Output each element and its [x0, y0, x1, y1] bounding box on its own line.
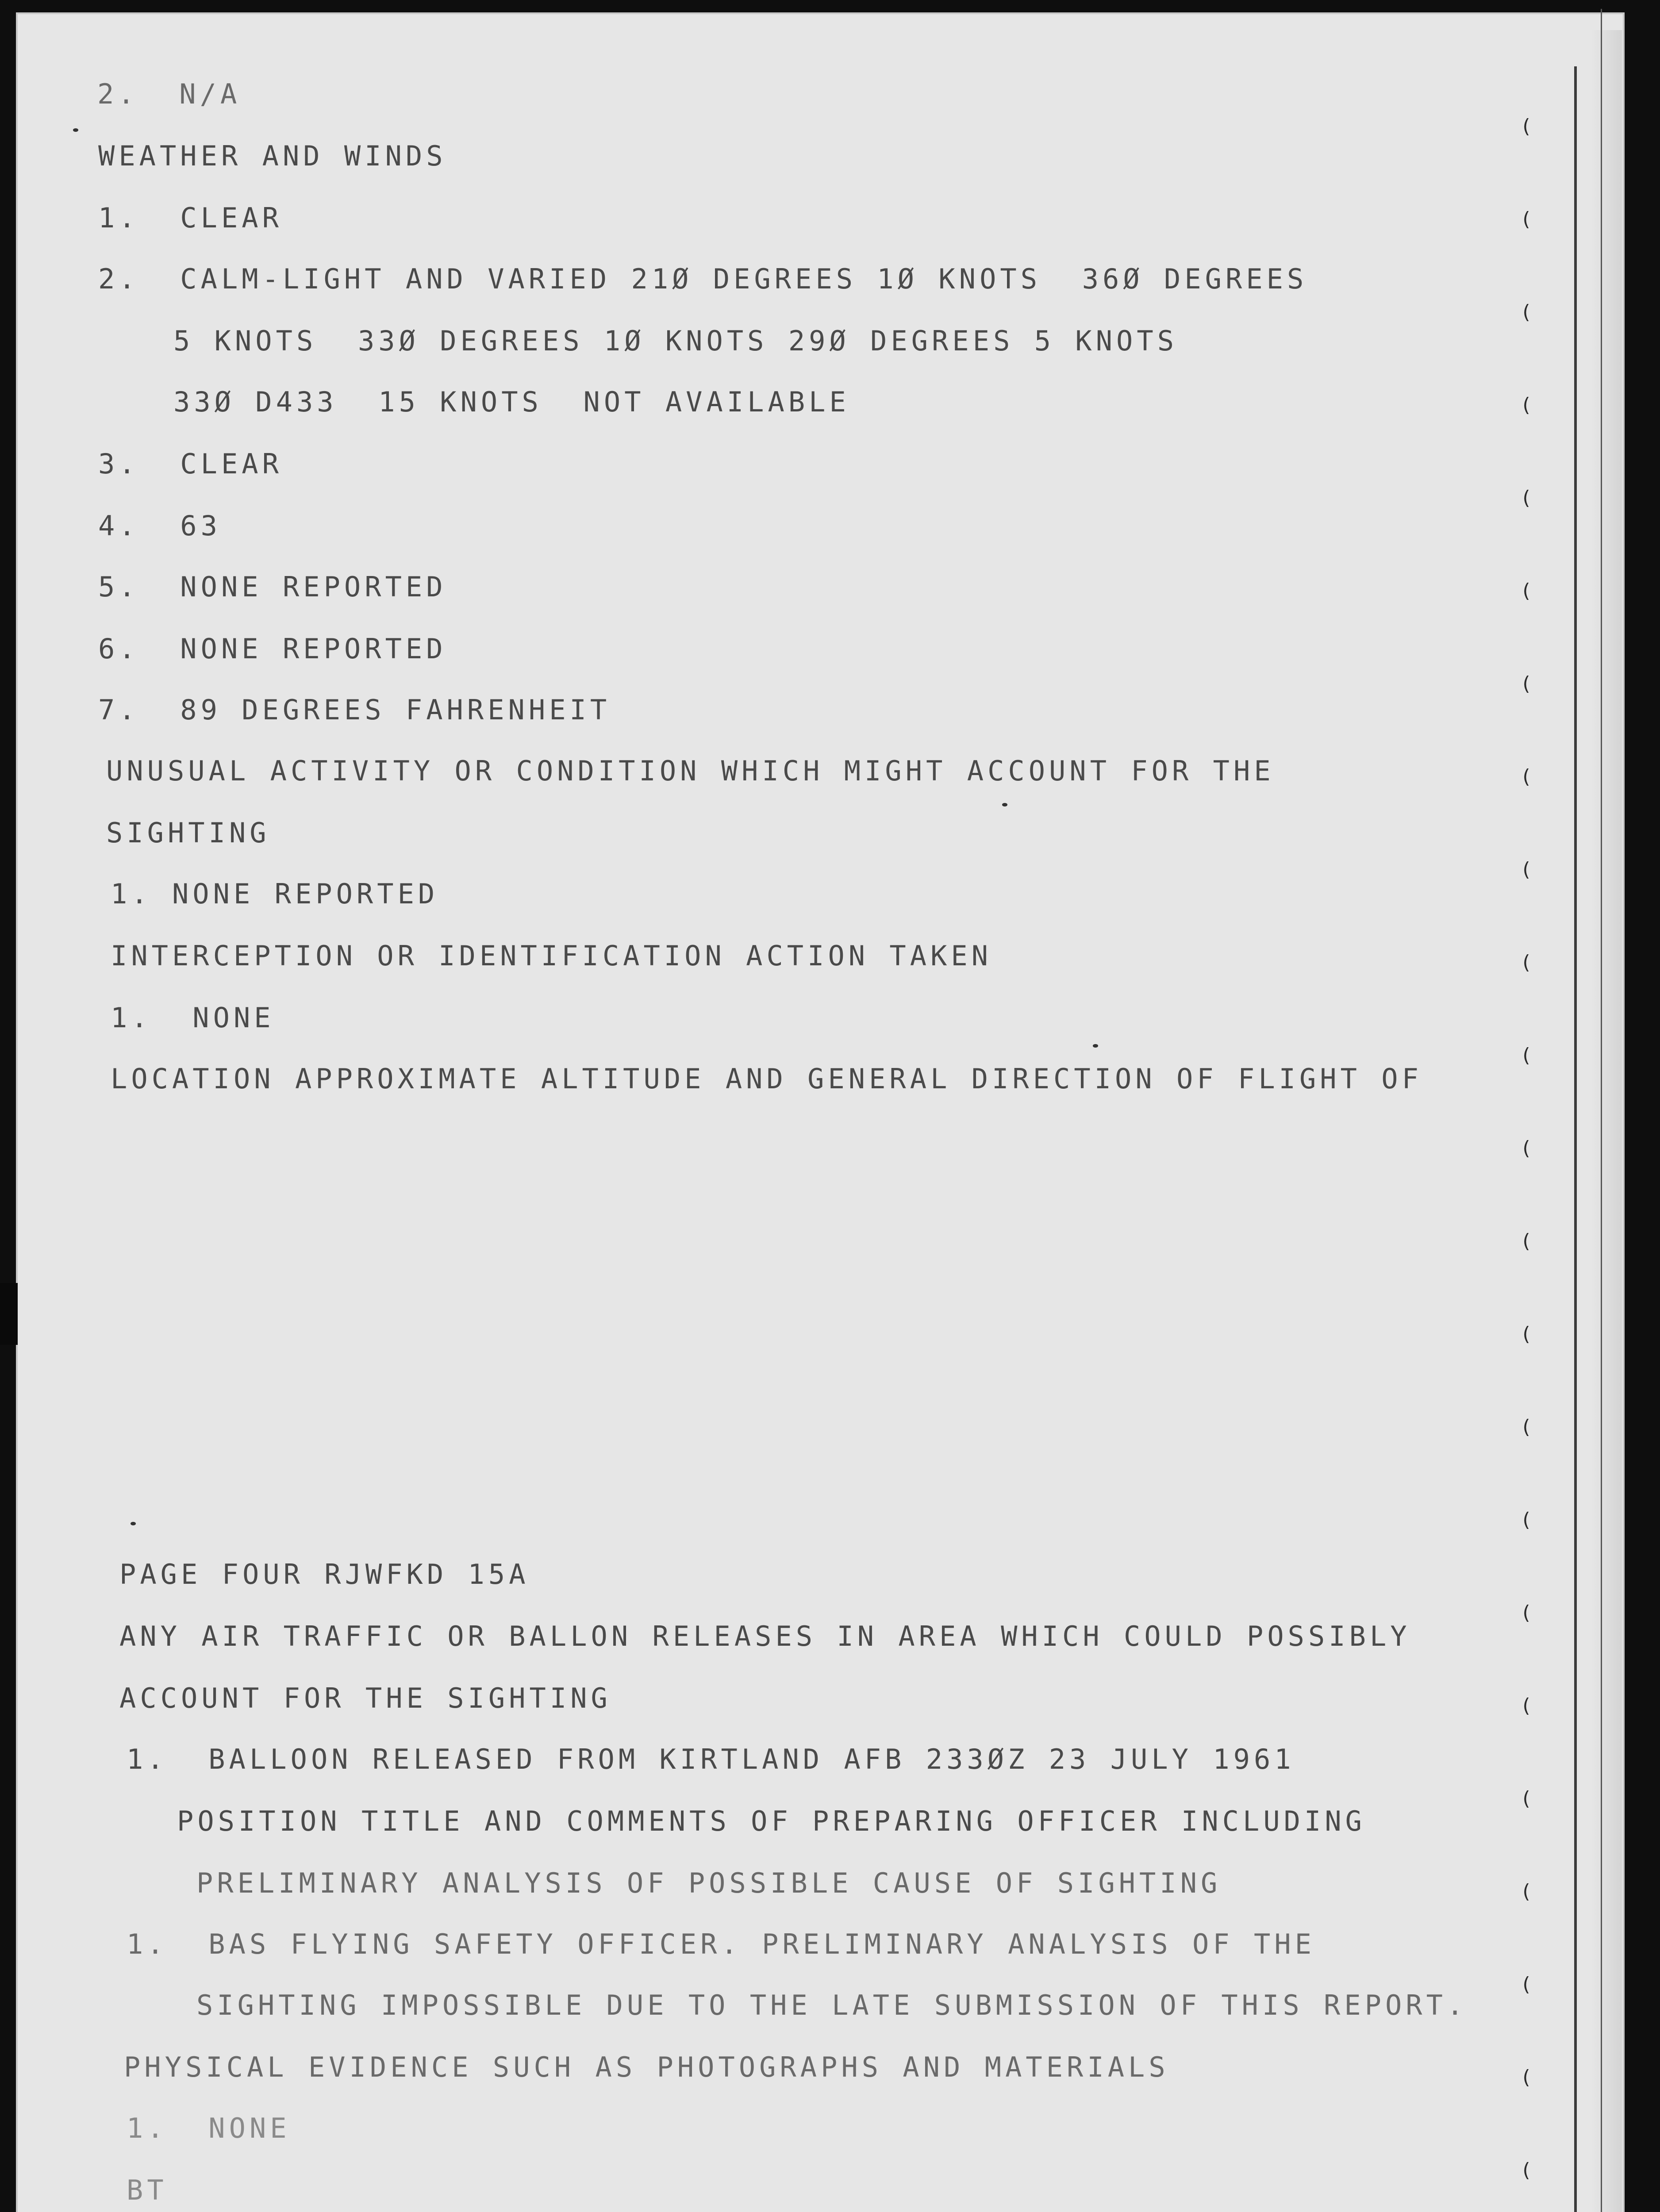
margin-tick: ( [1520, 1694, 1532, 1717]
margin-tick: ( [1520, 1323, 1532, 1345]
margin-tick: ( [1520, 858, 1532, 881]
margin-tick: ( [1520, 765, 1532, 788]
page-edge-shadow [1591, 30, 1622, 2212]
line-13: SIGHTING [106, 817, 270, 849]
scan-speck [131, 1522, 136, 1525]
margin-tick: ( [1520, 1230, 1532, 1252]
margin-tick: ( [1520, 1601, 1532, 1624]
line-27: 1. NONE [127, 2112, 291, 2144]
line-28-bt: BT [127, 2174, 168, 2206]
section-heading-unusual-activity: UNUSUAL ACTIVITY OR CONDITION WHICH MIGHT ACCOUNT FOR THE [106, 755, 1275, 787]
scan-speck [1002, 803, 1007, 806]
line-1: 2. N/A [97, 78, 241, 110]
margin-tick: ( [1520, 1044, 1532, 1067]
line-16: 1. NONE [111, 1002, 275, 1034]
margin-tick: ( [1520, 1787, 1532, 1810]
margin-tick: ( [1520, 1880, 1532, 1903]
line-11: 7. 89 DEGREES FAHRENHEIT [98, 694, 611, 726]
margin-tick: ( [1520, 394, 1532, 416]
margin-tick: ( [1520, 2159, 1532, 2181]
page-header-page-four: PAGE FOUR RJWFKD 15A [119, 1558, 530, 1590]
margin-tick: ( [1520, 1973, 1532, 1996]
line-10: 6. NONE REPORTED [98, 633, 447, 665]
line-6: 33Ø D433 15 KNOTS NOT AVAILABLE [173, 386, 850, 418]
line-3: 1. CLEAR [98, 202, 283, 234]
margin-tick: ( [1520, 208, 1532, 230]
line-8: 4. 63 [98, 510, 221, 542]
scan-speck [73, 128, 78, 132]
line-5: 5 KNOTS 33Ø DEGREES 1Ø KNOTS 29Ø DEGREES 5 KNOTS [173, 325, 1178, 357]
line-14: 1. NONE REPORTED [111, 878, 439, 910]
line-7: 3. CLEAR [98, 448, 283, 480]
margin-tick: ( [1520, 951, 1532, 974]
margin-tick: ( [1520, 1416, 1532, 1438]
section-heading-interception: INTERCEPTION OR IDENTIFICATION ACTION TAKEN [111, 940, 992, 972]
line-4: 2. CALM-LIGHT AND VARIED 21Ø DEGREES 1Ø KNOTS 36Ø DEGREES [98, 263, 1308, 295]
page-right-edge-line [1601, 9, 1602, 2212]
margin-tick: ( [1520, 487, 1532, 509]
section-heading-physical-evidence: PHYSICAL EVIDENCE SUCH AS PHOTOGRAPHS AND MATERIALS [124, 2051, 1169, 2083]
scan-speck [1093, 1044, 1098, 1048]
teletype-margin-line [1574, 66, 1577, 2212]
line-23: PRELIMINARY ANALYSIS OF POSSIBLE CAUSE OF SIGHTING [196, 1867, 1222, 1899]
section-heading-location: LOCATION APPROXIMATE ALTITUDE AND GENERAL DIRECTION OF FLIGHT OF [111, 1063, 1422, 1095]
margin-tick: ( [1520, 1137, 1532, 1160]
margin-tick: ( [1520, 2066, 1532, 2089]
line-25: SIGHTING IMPOSSIBLE DUE TO THE LATE SUBMISSION OF THIS REPORT. [196, 1989, 1468, 2021]
margin-tick: ( [1520, 672, 1532, 695]
section-heading-air-traffic: ANY AIR TRAFFIC OR BALLON RELEASES IN AREA WHICH COULD POSSIBLY [119, 1620, 1411, 1652]
line-20: ACCOUNT FOR THE SIGHTING [119, 1682, 611, 1714]
section-heading-weather: WEATHER AND WINDS [98, 140, 447, 172]
line-21: 1. BALLOON RELEASED FROM KIRTLAND AFB 233ØZ 23 JULY 1961 [127, 1743, 1295, 1775]
line-9: 5. NONE REPORTED [98, 571, 447, 603]
margin-tick: ( [1520, 301, 1532, 323]
section-heading-position: POSITION TITLE AND COMMENTS OF PREPARING OFFICER INCLUDING [177, 1805, 1366, 1837]
margin-tick: ( [1520, 580, 1532, 602]
line-24: 1. BAS FLYING SAFETY OFFICER. PRELIMINARY ANALYSIS OF THE [127, 1928, 1315, 1960]
margin-tick: ( [1520, 1509, 1532, 1531]
scan-edge-mark [0, 1283, 18, 1345]
margin-tick: ( [1520, 115, 1532, 138]
